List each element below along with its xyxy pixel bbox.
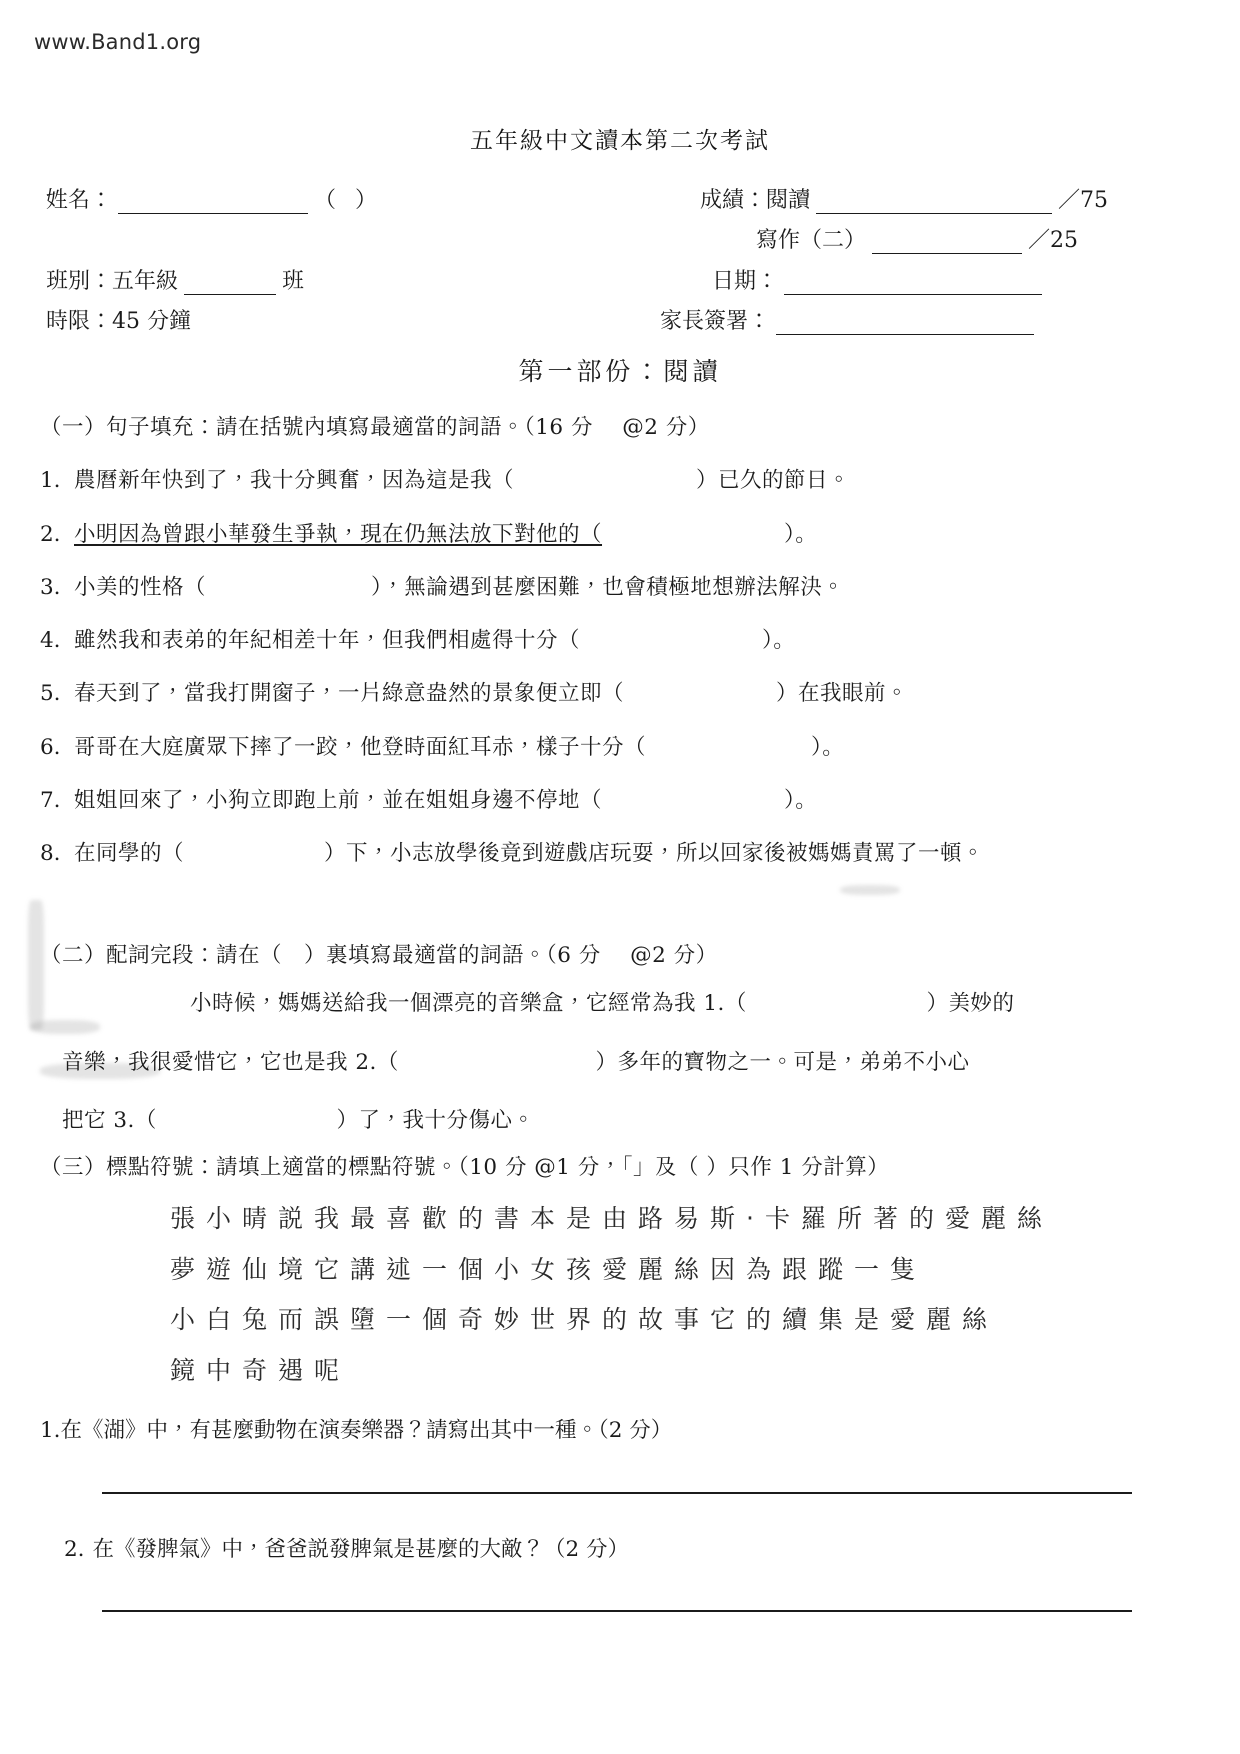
class-field-row [46, 264, 304, 295]
student-info-left [46, 183, 383, 223]
question-text-before: 在同學的（ [74, 841, 185, 866]
section-two [40, 940, 1200, 1137]
question-text-after: ）在我眼前。 [776, 681, 909, 707]
section-two-heading: （二）配詞完段：請在（ ）裏填寫最適當的詞語。（6 分 @2 分） [40, 943, 718, 968]
question-text: 在《湖》中，有甚麼動物在演奏樂器？請寫出其中一種。（2 分） [60, 1418, 673, 1444]
writing-label: 寫作（二） [756, 228, 867, 253]
parent-signature-label: 家長簽署： [660, 309, 771, 334]
writing-score-rule[interactable] [872, 233, 1022, 254]
question-item [40, 465, 1200, 497]
name-label: 姓名： [46, 188, 113, 213]
class-label: 班別：五年級 [46, 269, 179, 294]
question-number: 8. [40, 841, 61, 866]
question-number: 2. [64, 1536, 85, 1562]
section-one-heading: （一）句子填充：請在括號內填寫最適當的詞語。（16 分 @2 分） [40, 415, 710, 440]
question-number: 1. [40, 1418, 61, 1444]
question-text-after: ）已久的節日。 [696, 468, 851, 494]
scan-smudge [840, 885, 900, 895]
question-number: 1. [40, 468, 61, 494]
part-one-title: 第一部份：閱讀 [518, 357, 722, 386]
section-three [40, 1152, 1200, 1612]
question-text: 在《發脾氣》中，爸爸説發脾氣是甚麼的大敵？（2 分） [92, 1536, 630, 1562]
date-signature-block [660, 264, 1048, 344]
name-field-row [46, 183, 383, 214]
handwritten-answer-area[interactable] [40, 1200, 1200, 1389]
class-input-rule[interactable] [184, 274, 276, 295]
page-title: 五年級中文讀本第二次考試 [470, 128, 770, 154]
question-text-before: 小明因為曾跟小華發生爭執，現在仍無法放下對他的（ [74, 521, 603, 547]
writing-score-row [700, 223, 1108, 254]
reading-question-2 [40, 1534, 1200, 1566]
answer-line[interactable] [102, 1492, 1132, 1494]
question-text-after: ）。 [762, 628, 796, 653]
question-number: 5. [40, 681, 61, 707]
time-limit-label: 時限：45 分鐘 [46, 309, 191, 334]
site-url-watermark: www.Band1.org [34, 30, 202, 54]
section-three-heading: （三）標點符號：請填上適當的標點符號。（10 分 @1 分，「」及（ ）只作 1 分計算） [40, 1155, 890, 1180]
date-row [660, 264, 1048, 295]
question-text-before: 春天到了，當我打開窗子，一片綠意盎然的景象便立即（ [74, 681, 625, 707]
passage-text-after: ）多年的寶物之一。可是，弟弟不小心 [595, 1049, 970, 1075]
question-item [40, 625, 1200, 657]
passage-text-before: 音樂，我很愛惜它，它也是我 2.（ [62, 1049, 399, 1075]
question-number: 2. [40, 521, 61, 547]
handwriting-line: 夢遊仙境它講述一個小女孩愛麗絲因為跟蹤一隻 [170, 1254, 927, 1284]
question-text-after: ）。 [811, 734, 845, 760]
question-text-after: ）下，小志放學後竟到遊戲店玩耍，所以回家後被媽媽責罵了一頓。 [324, 841, 985, 866]
passage-text-before: 小時候，媽媽送給我一個漂亮的音樂盒，它經常為我 1.（ [190, 991, 747, 1017]
question-text-after: ），無論遇到甚麼困難，也會積極地想辦法解決。 [371, 574, 845, 600]
question-item [40, 519, 1200, 551]
parent-signature-row [660, 304, 1048, 335]
class-suffix: 班 [282, 269, 305, 294]
student-info-left-2 [46, 264, 304, 344]
question-item [40, 838, 1200, 870]
question-item [40, 732, 1200, 764]
question-number: 7. [40, 787, 61, 813]
question-item [40, 678, 1200, 710]
name-input-rule[interactable] [118, 193, 308, 214]
question-text-after: ）。 [784, 787, 818, 813]
date-label: 日期： [712, 269, 779, 294]
time-limit-row [46, 304, 304, 335]
section-one-question-list [40, 465, 1200, 870]
answer-line[interactable] [102, 1610, 1132, 1612]
handwriting-line: 張小晴説我最喜歡的書本是由路易斯‧卡羅所著的愛麗絲 [170, 1204, 1053, 1234]
question-number: 4. [40, 628, 61, 653]
parent-signature-rule[interactable] [776, 314, 1034, 335]
writing-score-total: ／25 [1028, 228, 1079, 253]
reading-score-row [700, 183, 1108, 214]
reading-score-rule[interactable] [816, 193, 1052, 214]
handwriting-line: 小白兔而誤墮一個奇妙世界的故事它的續集是愛麗絲 [170, 1305, 999, 1335]
question-item [40, 572, 1200, 604]
date-input-rule[interactable] [784, 274, 1042, 295]
question-text-before: 哥哥在大庭廣眾下摔了一跤，他登時面紅耳赤，樣子十分（ [74, 734, 647, 760]
question-text-before: 姐姐回來了，小狗立即跑上前，並在姐姐身邊不停地（ [74, 787, 603, 813]
passage-line [40, 1105, 1200, 1137]
question-item [40, 785, 1200, 817]
question-text-after: ）。 [784, 521, 818, 547]
reading-question-1 [40, 1415, 1200, 1447]
passage-line [40, 988, 1200, 1020]
question-text-before: 農曆新年快到了，我十分興奮，因為這是我（ [74, 468, 515, 494]
passage-text-before: 把它 3.（ [62, 1107, 157, 1133]
name-paren: （ ） [314, 188, 384, 213]
question-text-before: 雖然我和表弟的年紀相差十年，但我們相處得十分（ [74, 628, 581, 653]
passage-text-after: ）美妙的 [926, 991, 1015, 1017]
score-block [700, 183, 1108, 263]
section-one [40, 412, 1200, 870]
reading-score-total: ／75 [1058, 188, 1109, 213]
question-number: 6. [40, 734, 61, 760]
handwriting-line: 鏡中奇遇呢 [170, 1355, 351, 1385]
passage-line [40, 1047, 1200, 1079]
score-label: 成績：閱讀 [700, 188, 811, 213]
passage-text-after: ）了，我十分傷心。 [336, 1107, 535, 1133]
section-two-passage [40, 988, 1200, 1137]
question-text-before: 小美的性格（ [74, 574, 207, 600]
question-number: 3. [40, 574, 61, 600]
